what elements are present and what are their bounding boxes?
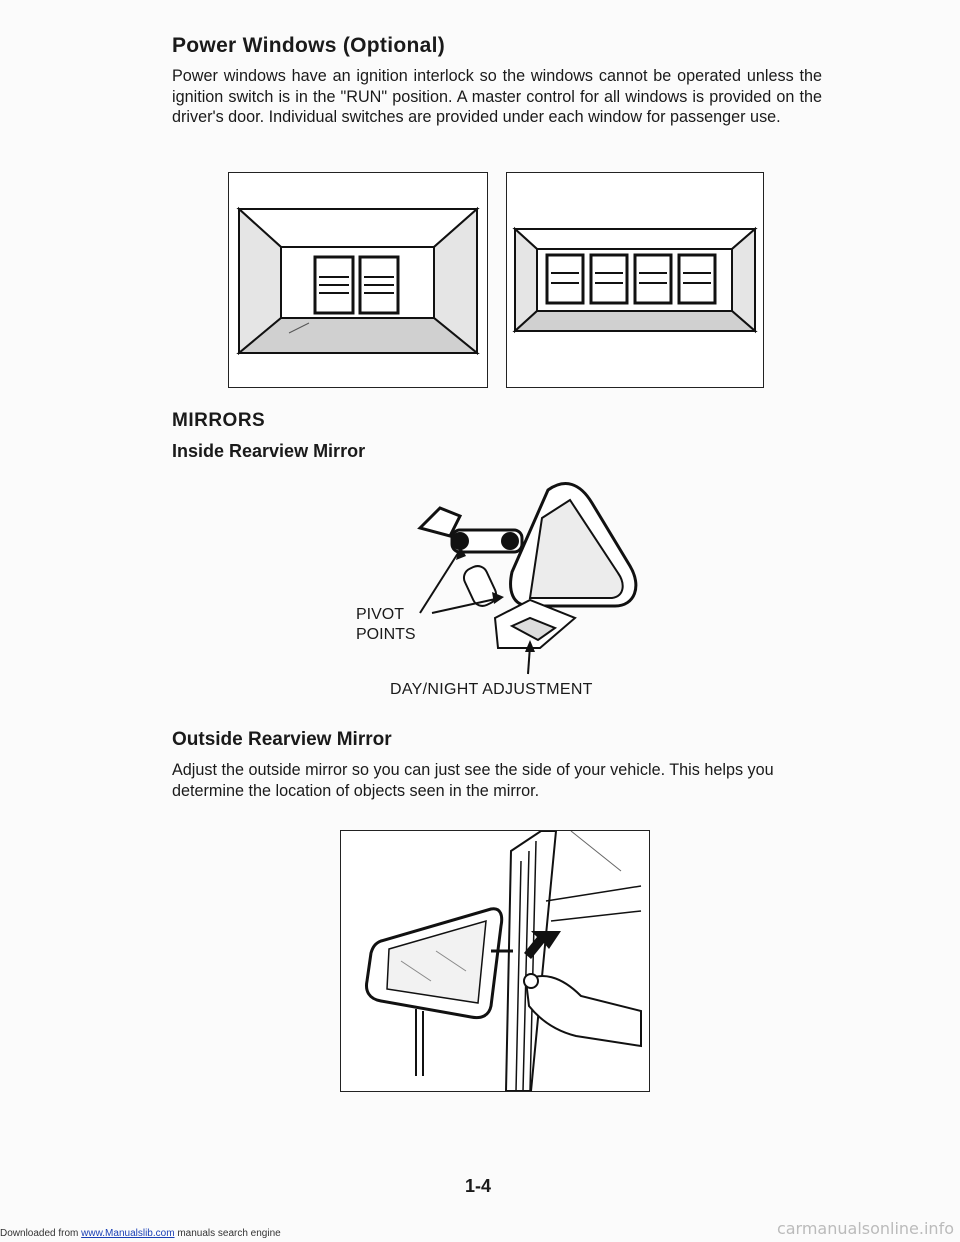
pivot-label-line2: POINTS xyxy=(356,626,416,643)
inside-mirror-heading: Inside Rearview Mirror xyxy=(172,441,366,461)
outside-mirror-paragraph: Adjust the outside mirror so you can just see the side of your vehicle. This helps you determine the location of objects seen in the mirror. xyxy=(172,761,774,800)
master-switch-illustration xyxy=(507,173,763,387)
outside-mirror-illustration xyxy=(341,831,649,1091)
pivot-label-line1: PIVOT xyxy=(356,606,405,623)
mirrors-heading: MIRRORS xyxy=(172,410,266,431)
passenger-window-switch-figure xyxy=(228,172,488,388)
outside-mirror-heading: Outside Rearview Mirror xyxy=(172,729,392,750)
watermark: carmanualsonline.info xyxy=(776,1219,954,1238)
power-windows-heading: Power Windows (Optional) xyxy=(172,34,446,57)
passenger-switch-illustration xyxy=(229,173,487,387)
pivot-points-label xyxy=(356,605,416,645)
outside-mirror-figure xyxy=(340,830,650,1092)
footer-suffix: manuals search engine xyxy=(177,1228,281,1239)
download-footer xyxy=(0,1228,281,1239)
footer-prefix: Downloaded from xyxy=(0,1228,79,1239)
day-night-adjustment-label: DAY/NIGHT ADJUSTMENT xyxy=(390,681,593,698)
page-number: 1-4 xyxy=(465,1176,492,1196)
manualslib-link[interactable]: www.Manualslib.com xyxy=(81,1228,175,1239)
master-window-switch-figure xyxy=(506,172,764,388)
power-windows-paragraph: Power windows have an ignition interlock so the windows cannot be operated unless the ignition switch is in the "RUN" position. A master control for all windows is provided on the driver's door. Individual switches are provided under each window for passenger use. xyxy=(172,67,822,126)
inside-mirror-illustration xyxy=(380,478,660,678)
